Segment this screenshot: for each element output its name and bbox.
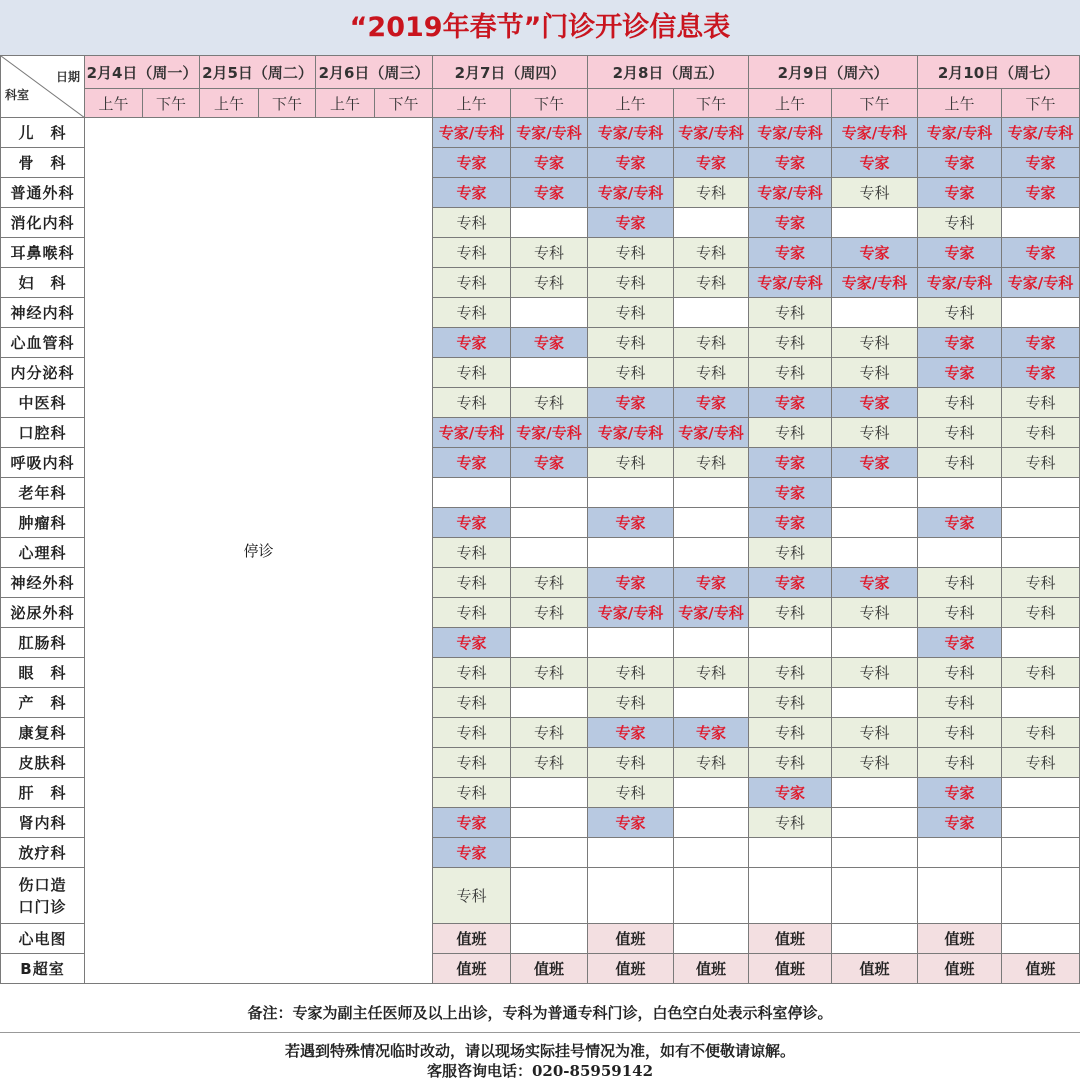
department-name: 泌尿外科 xyxy=(1,598,85,628)
department-name: 肾内科 xyxy=(1,808,85,838)
specialist-slot: 专科 xyxy=(511,388,588,418)
department-name: 呼吸内科 xyxy=(1,448,85,478)
department-name: 普通外科 xyxy=(1,178,85,208)
expert-specialist-slot: 专家/专科 xyxy=(749,178,832,208)
am-header: 上午 xyxy=(588,89,674,118)
expert-slot: 专家 xyxy=(918,628,1002,658)
closed-slot xyxy=(1002,924,1080,954)
expert-slot: 专家 xyxy=(749,508,832,538)
closed-slot xyxy=(511,208,588,238)
specialist-slot: 专科 xyxy=(918,598,1002,628)
closed-slot xyxy=(511,628,588,658)
specialist-slot: 专科 xyxy=(433,748,511,778)
expert-slot: 专家 xyxy=(674,148,749,178)
closed-slot xyxy=(832,538,918,568)
closed-slot xyxy=(918,538,1002,568)
closed-slot xyxy=(674,538,749,568)
closed-slot xyxy=(511,508,588,538)
expert-slot: 专家 xyxy=(918,778,1002,808)
on-duty-slot: 值班 xyxy=(918,954,1002,984)
closed-slot xyxy=(832,628,918,658)
specialist-slot: 专科 xyxy=(674,748,749,778)
closed-slot xyxy=(433,478,511,508)
closed-slot xyxy=(674,298,749,328)
expert-slot: 专家 xyxy=(588,568,674,598)
expert-slot: 专家 xyxy=(511,148,588,178)
expert-slot: 专家 xyxy=(918,328,1002,358)
expert-slot: 专家 xyxy=(918,238,1002,268)
expert-slot: 专家 xyxy=(1002,358,1080,388)
expert-slot: 专家 xyxy=(674,718,749,748)
closed-slot xyxy=(1002,868,1080,924)
specialist-slot: 专科 xyxy=(511,718,588,748)
closed-slot xyxy=(1002,628,1080,658)
specialist-slot: 专科 xyxy=(588,448,674,478)
closed-slot xyxy=(918,478,1002,508)
pm-header: 下午 xyxy=(259,89,316,118)
department-name: 神经外科 xyxy=(1,568,85,598)
specialist-slot: 专科 xyxy=(749,808,832,838)
specialist-slot: 专科 xyxy=(588,298,674,328)
table-row xyxy=(1,118,1080,148)
specialist-slot: 专科 xyxy=(832,598,918,628)
am-header: 上午 xyxy=(433,89,511,118)
specialist-slot: 专科 xyxy=(588,688,674,718)
expert-specialist-slot: 专家/专科 xyxy=(588,418,674,448)
specialist-slot: 专科 xyxy=(433,658,511,688)
expert-specialist-slot: 专家/专科 xyxy=(588,178,674,208)
date-header: 2月9日（周六） xyxy=(749,56,918,89)
expert-slot: 专家 xyxy=(433,508,511,538)
closed-slot xyxy=(832,298,918,328)
expert-slot: 专家 xyxy=(674,568,749,598)
on-duty-slot: 值班 xyxy=(588,954,674,984)
specialist-slot: 专科 xyxy=(918,298,1002,328)
specialist-slot: 专科 xyxy=(433,208,511,238)
expert-slot: 专家 xyxy=(918,178,1002,208)
specialist-slot: 专科 xyxy=(918,568,1002,598)
specialist-slot: 专科 xyxy=(832,328,918,358)
specialist-slot: 专科 xyxy=(674,238,749,268)
specialist-slot: 专科 xyxy=(918,658,1002,688)
department-name: 耳鼻喉科 xyxy=(1,238,85,268)
closed-slot xyxy=(511,778,588,808)
specialist-slot: 专科 xyxy=(674,328,749,358)
closed-slot xyxy=(674,924,749,954)
closed-slot xyxy=(1002,808,1080,838)
date-header: 2月7日（周四） xyxy=(433,56,588,89)
department-name: 肿瘤科 xyxy=(1,508,85,538)
expert-slot: 专家 xyxy=(749,778,832,808)
closed-slot xyxy=(588,538,674,568)
expert-slot: 专家 xyxy=(433,838,511,868)
expert-specialist-slot: 专家/专科 xyxy=(674,418,749,448)
specialist-slot: 专科 xyxy=(433,238,511,268)
specialist-slot: 专科 xyxy=(433,268,511,298)
specialist-slot: 专科 xyxy=(918,688,1002,718)
specialist-slot: 专科 xyxy=(511,268,588,298)
specialist-slot: 专科 xyxy=(588,268,674,298)
closed-slot xyxy=(832,508,918,538)
page-title: “2019年春节”门诊开诊信息表 xyxy=(0,0,1080,56)
specialist-slot: 专科 xyxy=(433,868,511,924)
closed-slot xyxy=(511,808,588,838)
specialist-slot: 专科 xyxy=(832,748,918,778)
expert-slot: 专家 xyxy=(588,388,674,418)
closed-slot xyxy=(749,628,832,658)
closed-slot xyxy=(1002,208,1080,238)
date-header: 2月10日（周七） xyxy=(918,56,1080,89)
table-corner xyxy=(1,56,85,118)
specialist-slot: 专科 xyxy=(511,238,588,268)
expert-specialist-slot: 专家/专科 xyxy=(832,268,918,298)
expert-slot: 专家 xyxy=(749,388,832,418)
closed-slot xyxy=(1002,298,1080,328)
expert-slot: 专家 xyxy=(749,238,832,268)
specialist-slot: 专科 xyxy=(674,268,749,298)
specialist-slot: 专科 xyxy=(588,328,674,358)
expert-slot: 专家 xyxy=(433,448,511,478)
expert-slot: 专家 xyxy=(832,388,918,418)
expert-slot: 专家 xyxy=(749,448,832,478)
closed-slot xyxy=(511,838,588,868)
schedule-table xyxy=(0,55,1080,984)
closed-slot xyxy=(832,208,918,238)
department-name: 骨 科 xyxy=(1,148,85,178)
date-header: 2月4日（周一） xyxy=(85,56,200,89)
on-duty-slot: 值班 xyxy=(511,954,588,984)
ampm-header-row xyxy=(1,89,1080,118)
expert-specialist-slot: 专家/专科 xyxy=(1002,268,1080,298)
department-name: 老年科 xyxy=(1,478,85,508)
closed-slot xyxy=(674,208,749,238)
am-header: 上午 xyxy=(749,89,832,118)
closed-slot xyxy=(511,688,588,718)
specialist-slot: 专科 xyxy=(749,358,832,388)
department-name: 康复科 xyxy=(1,718,85,748)
specialist-slot: 专科 xyxy=(918,448,1002,478)
expert-slot: 专家 xyxy=(588,148,674,178)
closed-slot xyxy=(674,688,749,718)
closed-slot xyxy=(832,924,918,954)
specialist-slot: 专科 xyxy=(1002,598,1080,628)
expert-slot: 专家 xyxy=(918,808,1002,838)
specialist-slot: 专科 xyxy=(433,298,511,328)
specialist-slot: 专科 xyxy=(1002,718,1080,748)
specialist-slot: 专科 xyxy=(749,418,832,448)
closed-slot xyxy=(674,628,749,658)
closed-slot xyxy=(511,478,588,508)
specialist-slot: 专科 xyxy=(511,568,588,598)
on-duty-slot: 值班 xyxy=(433,924,511,954)
expert-specialist-slot: 专家/专科 xyxy=(588,118,674,148)
expert-slot: 专家 xyxy=(511,448,588,478)
closed-slot xyxy=(588,628,674,658)
expert-slot: 专家 xyxy=(511,328,588,358)
on-duty-slot: 值班 xyxy=(918,924,1002,954)
closed-period-label: 停诊 xyxy=(85,118,433,984)
expert-slot: 专家 xyxy=(511,178,588,208)
footer-divider xyxy=(0,1032,1080,1033)
closed-slot xyxy=(832,868,918,924)
department-name: 心电图 xyxy=(1,924,85,954)
department-name: 产 科 xyxy=(1,688,85,718)
closed-slot xyxy=(1002,838,1080,868)
closed-slot xyxy=(832,478,918,508)
expert-slot: 专家 xyxy=(749,478,832,508)
specialist-slot: 专科 xyxy=(749,718,832,748)
specialist-slot: 专科 xyxy=(1002,388,1080,418)
specialist-slot: 专科 xyxy=(749,688,832,718)
specialist-slot: 专科 xyxy=(588,748,674,778)
am-header: 上午 xyxy=(200,89,259,118)
closed-slot xyxy=(1002,778,1080,808)
closed-slot xyxy=(588,838,674,868)
specialist-slot: 专科 xyxy=(832,718,918,748)
specialist-slot: 专科 xyxy=(1002,448,1080,478)
expert-specialist-slot: 专家/专科 xyxy=(1002,118,1080,148)
closed-slot xyxy=(588,868,674,924)
department-name: 内分泌科 xyxy=(1,358,85,388)
specialist-slot: 专科 xyxy=(511,598,588,628)
closed-slot xyxy=(1002,538,1080,568)
closed-slot xyxy=(918,868,1002,924)
schedule-body xyxy=(1,118,1080,984)
on-duty-slot: 值班 xyxy=(588,924,674,954)
specialist-slot: 专科 xyxy=(749,538,832,568)
expert-slot: 专家 xyxy=(749,148,832,178)
specialist-slot: 专科 xyxy=(1002,658,1080,688)
department-name: 皮肤科 xyxy=(1,748,85,778)
department-name: 心理科 xyxy=(1,538,85,568)
specialist-slot: 专科 xyxy=(433,688,511,718)
on-duty-slot: 值班 xyxy=(832,954,918,984)
specialist-slot: 专科 xyxy=(588,358,674,388)
service-phone: 客服咨询电话：020-85959142 xyxy=(426,1062,654,1080)
expert-specialist-slot: 专家/专科 xyxy=(588,598,674,628)
expert-slot: 专家 xyxy=(918,508,1002,538)
expert-specialist-slot: 专家/专科 xyxy=(674,598,749,628)
expert-slot: 专家 xyxy=(1002,178,1080,208)
specialist-slot: 专科 xyxy=(433,538,511,568)
expert-specialist-slot: 专家/专科 xyxy=(511,418,588,448)
expert-slot: 专家 xyxy=(674,388,749,418)
closed-slot xyxy=(674,478,749,508)
department-name: B超室 xyxy=(1,954,85,984)
specialist-slot: 专科 xyxy=(1002,568,1080,598)
specialist-slot: 专科 xyxy=(749,298,832,328)
specialist-slot: 专科 xyxy=(1002,418,1080,448)
on-duty-slot: 值班 xyxy=(749,924,832,954)
closed-slot xyxy=(832,778,918,808)
specialist-slot: 专科 xyxy=(588,238,674,268)
specialist-slot: 专科 xyxy=(511,748,588,778)
remark-note: 备注：专家为副主任医师及以上出诊，专科为普通专科门诊，白色空白处表示科室停诊。 xyxy=(247,1004,833,1022)
expert-slot: 专家 xyxy=(832,238,918,268)
specialist-slot: 专科 xyxy=(433,358,511,388)
department-name: 儿 科 xyxy=(1,118,85,148)
specialist-slot: 专科 xyxy=(433,778,511,808)
specialist-slot: 专科 xyxy=(588,778,674,808)
expert-specialist-slot: 专家/专科 xyxy=(918,268,1002,298)
closed-slot xyxy=(674,808,749,838)
specialist-slot: 专科 xyxy=(832,418,918,448)
specialist-slot: 专科 xyxy=(749,658,832,688)
pm-header: 下午 xyxy=(832,89,918,118)
expert-slot: 专家 xyxy=(433,178,511,208)
expert-slot: 专家 xyxy=(588,808,674,838)
specialist-slot: 专科 xyxy=(588,658,674,688)
pm-header: 下午 xyxy=(511,89,588,118)
closed-slot xyxy=(832,808,918,838)
expert-slot: 专家 xyxy=(832,148,918,178)
on-duty-slot: 值班 xyxy=(433,954,511,984)
expert-slot: 专家 xyxy=(832,448,918,478)
closed-slot xyxy=(1002,508,1080,538)
closed-slot xyxy=(511,298,588,328)
on-duty-slot: 值班 xyxy=(749,954,832,984)
closed-slot xyxy=(511,358,588,388)
closed-slot xyxy=(511,868,588,924)
specialist-slot: 专科 xyxy=(918,748,1002,778)
expert-specialist-slot: 专家/专科 xyxy=(674,118,749,148)
closed-slot xyxy=(674,868,749,924)
specialist-slot: 专科 xyxy=(832,358,918,388)
expert-specialist-slot: 专家/专科 xyxy=(749,118,832,148)
closed-slot xyxy=(674,838,749,868)
on-duty-slot: 值班 xyxy=(1002,954,1080,984)
specialist-slot: 专科 xyxy=(433,388,511,418)
specialist-slot: 专科 xyxy=(511,658,588,688)
am-header: 上午 xyxy=(85,89,143,118)
corner-date-label: 日期 xyxy=(55,70,80,84)
department-name: 消化内科 xyxy=(1,208,85,238)
am-header: 上午 xyxy=(918,89,1002,118)
specialist-slot: 专科 xyxy=(674,358,749,388)
closed-slot xyxy=(832,838,918,868)
department-name: 眼 科 xyxy=(1,658,85,688)
specialist-slot: 专科 xyxy=(749,598,832,628)
expert-slot: 专家 xyxy=(588,208,674,238)
pm-header: 下午 xyxy=(1002,89,1080,118)
expert-slot: 专家 xyxy=(1002,238,1080,268)
closed-slot xyxy=(511,538,588,568)
specialist-slot: 专科 xyxy=(749,328,832,358)
department-name: 放疗科 xyxy=(1,838,85,868)
on-duty-slot: 值班 xyxy=(674,954,749,984)
closed-slot xyxy=(832,688,918,718)
department-name: 妇 科 xyxy=(1,268,85,298)
closed-slot xyxy=(674,508,749,538)
department-name: 肝 科 xyxy=(1,778,85,808)
department-name: 中医科 xyxy=(1,388,85,418)
expert-specialist-slot: 专家/专科 xyxy=(918,118,1002,148)
expert-specialist-slot: 专家/专科 xyxy=(749,268,832,298)
specialist-slot: 专科 xyxy=(433,718,511,748)
pm-header: 下午 xyxy=(674,89,749,118)
specialist-slot: 专科 xyxy=(749,748,832,778)
specialist-slot: 专科 xyxy=(832,178,918,208)
expert-slot: 专家 xyxy=(749,568,832,598)
department-name: 肛肠科 xyxy=(1,628,85,658)
expert-slot: 专家 xyxy=(918,358,1002,388)
specialist-slot: 专科 xyxy=(674,448,749,478)
expert-slot: 专家 xyxy=(749,208,832,238)
closed-slot xyxy=(588,478,674,508)
expert-specialist-slot: 专家/专科 xyxy=(433,418,511,448)
expert-slot: 专家 xyxy=(433,808,511,838)
pm-header: 下午 xyxy=(375,89,433,118)
expert-slot: 专家 xyxy=(832,568,918,598)
closed-slot xyxy=(674,778,749,808)
footer xyxy=(0,992,1080,1085)
closed-slot xyxy=(511,924,588,954)
department-name: 口腔科 xyxy=(1,418,85,448)
specialist-slot: 专科 xyxy=(918,418,1002,448)
closed-slot xyxy=(749,838,832,868)
expert-slot: 专家 xyxy=(433,628,511,658)
date-header: 2月5日（周二） xyxy=(200,56,316,89)
expert-slot: 专家 xyxy=(588,718,674,748)
closed-slot xyxy=(918,838,1002,868)
specialist-slot: 专科 xyxy=(918,718,1002,748)
expert-specialist-slot: 专家/专科 xyxy=(433,118,511,148)
department-name: 伤口造口门诊 xyxy=(1,868,85,924)
specialist-slot: 专科 xyxy=(918,208,1002,238)
specialist-slot: 专科 xyxy=(918,388,1002,418)
pm-header: 下午 xyxy=(143,89,200,118)
expert-specialist-slot: 专家/专科 xyxy=(832,118,918,148)
expert-slot: 专家 xyxy=(433,328,511,358)
expert-slot: 专家 xyxy=(1002,148,1080,178)
date-header: 2月8日（周五） xyxy=(588,56,749,89)
specialist-slot: 专科 xyxy=(674,658,749,688)
department-name: 心血管科 xyxy=(1,328,85,358)
closed-slot xyxy=(1002,478,1080,508)
expert-slot: 专家 xyxy=(433,148,511,178)
specialist-slot: 专科 xyxy=(1002,748,1080,778)
closed-slot xyxy=(1002,688,1080,718)
department-name: 神经内科 xyxy=(1,298,85,328)
expert-specialist-slot: 专家/专科 xyxy=(511,118,588,148)
am-header: 上午 xyxy=(316,89,375,118)
closed-slot xyxy=(749,868,832,924)
specialist-slot: 专科 xyxy=(832,658,918,688)
expert-slot: 专家 xyxy=(918,148,1002,178)
expert-slot: 专家 xyxy=(1002,328,1080,358)
date-header: 2月6日（周三） xyxy=(316,56,433,89)
specialist-slot: 专科 xyxy=(674,178,749,208)
change-notice: 若遇到特殊情况临时改动，请以现场实际挂号情况为准，如有不便敬请谅解。 xyxy=(284,1042,795,1060)
date-header-row xyxy=(1,56,1080,89)
corner-dept-label: 科室 xyxy=(5,88,30,102)
specialist-slot: 专科 xyxy=(433,598,511,628)
expert-slot: 专家 xyxy=(588,508,674,538)
specialist-slot: 专科 xyxy=(433,568,511,598)
